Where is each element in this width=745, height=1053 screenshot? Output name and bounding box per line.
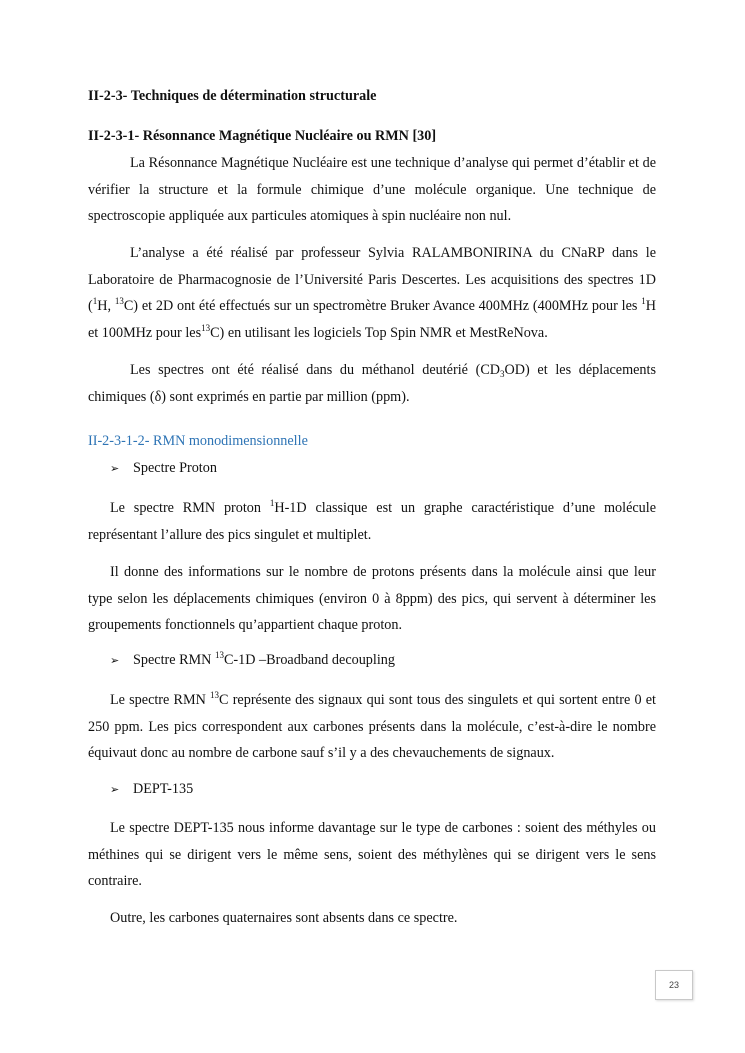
section-heading-rmn: II-2-3-1- Résonnance Magnétique Nucléaire ou RMN [30] — [88, 128, 437, 144]
paragraph-dept: Le spectre DEPT-135 nous informe davantage sur le type de carbones : soient des méthyles ou méthines qui se dirigent vers le même sens, soient des méthylènes qui se dirigent vers le sens contraire. — [88, 820, 656, 889]
paragraph-rmn-definition: La Résonnance Magnétique Nucléaire est une technique d’analyse qui permet d’établir et de vérifier la structure et la formule chimique d’une molécule organique. Une technique de spectroscopie appliquée aux particules atomiques à spin nucléaire non nul. — [88, 155, 656, 224]
arrow-bullet-icon: ➢ — [110, 462, 120, 475]
arrow-bullet-icon: ➢ — [110, 783, 120, 796]
paragraph-carbon-spectrum: Le spectre RMN $^{13}$C représente des signaux qui sont tous des singulets et qui sortent entre 0 et 250 ppm. Les pics correspondent aux carbones présents dans la molécule, c’est-à-dire le nombre équivaut donc au nombre de carbone sauf s’il y a des chevauchements de signaux. — [88, 690, 656, 761]
bullet-spectre-proton: ➢ Spectre Proton — [110, 460, 217, 476]
paragraph-quaternary: Outre, les carbones quaternaires sont absents dans ce spectre. — [110, 910, 458, 926]
paragraph-spectra: Les spectres ont été réalisé dans du méthanol deutérié $(CD_3OD)$ et les déplacements chimiques (δ) sont exprimés en partie par million (ppm). — [88, 362, 656, 405]
section-heading-monodimensional: II-2-3-1-2- RMN monodimensionnelle — [88, 433, 308, 449]
paragraph-proton-spectrum: Le spectre RMN proton $^1$H-1D classique est un graphe caractéristique d’une molécule représentant l’allure des pics singulet et multiplet. — [88, 498, 656, 543]
page-number: 23 — [655, 970, 693, 1000]
arrow-bullet-icon: ➢ — [110, 654, 120, 667]
section-heading-techniques: II-2-3- Techniques de détermination structurale — [88, 88, 377, 104]
bullet-spectre-carbon: ➢ Spectre RMN $^{13}$C-1D –Broadband decoupling — [110, 650, 395, 668]
paragraph-analysis: L’analyse a été réalisé par professeur Sylvia RALAMBONIRINA du CNaRP dans le Laboratoire de Pharmacognosie de l’Université Paris Descertes. Les acquisitions des spectres 1D ($^1$H, $^{13}$C) et 2D ont été effectués sur un spectromètre Bruker Avance 400MHz (400MHz pour les $^1$H et 100MHz pour les$^{13}$C) en utilisant les logiciels Top Spin NMR et MestReNova. — [88, 245, 656, 341]
paragraph-proton-info: Il donne des informations sur le nombre de protons présents dans la molécule ainsi que leur type selon les déplacements chimiques (environ 0 à 8ppm) des pics, qui servent à déterminer les groupements fonctionnels qu’appartient chaque proton. — [88, 564, 656, 633]
bullet-dept: ➢ DEPT-135 — [110, 781, 194, 797]
